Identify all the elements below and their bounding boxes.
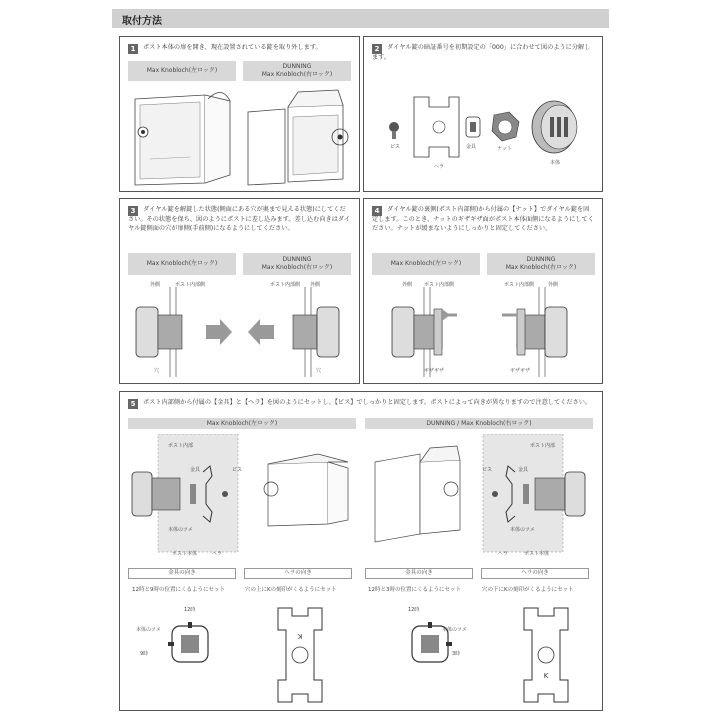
washer-orientation-left-diagram [160,614,220,674]
step-number: 5 [128,399,138,409]
step-4-label-right: DUNNING Max Knobloch(右ロック) [487,253,595,275]
hole-label: 穴 [154,368,160,374]
inside-label: ポスト内部 [530,443,556,449]
outside-label: 外側 [402,282,413,288]
step-3-label-left: Max Knobloch(左ロック) [128,253,236,275]
k-mark: K [297,632,303,640]
step-1-label-left: Max Knobloch(左ロック) [128,61,236,81]
step-1-label-right: DUNNING Max Knobloch(右ロック) [243,61,351,81]
step-3-insert-illustration [128,287,353,377]
washer-label: 金具 [190,467,201,473]
mailbox-left-lock-illustration [130,87,235,187]
inside-label: ポスト内部側 [270,282,301,288]
washer-direction-right: 金具の向き [365,568,473,579]
step-5-right-assembly-illustration [365,434,593,554]
lock-parts-exploded-illustration [374,77,594,187]
section-title-bar [112,9,609,28]
step-3-label-right: DUNNING Max Knobloch(右ロック) [243,253,351,275]
section-title: 取付方法 [122,16,162,27]
note-left-washer: 12時と9時の位置にくるようにセット [132,587,225,593]
outside-label: 外側 [150,282,161,288]
step-4-panel [363,198,603,384]
tab-label: 本体のツメ [442,627,467,633]
three-oclock-label: 3時 [452,651,461,657]
washer-orientation-right-diagram [400,614,460,674]
screw-label: ビス [232,467,243,473]
step-number: 1 [128,44,138,54]
inside-label: ポスト内部側 [504,282,535,288]
note-right-washer: 12時と3時の位置にくるようにセット [368,587,461,593]
hera-label: ヘラ [498,551,509,557]
note-left-hera: 穴の上にKの刻印がくるようにセット [245,587,337,593]
inside-label: ポスト内部 [168,443,194,449]
step-number: 2 [372,44,382,54]
washer-direction-left: 金具の向き [128,568,236,579]
step-5-label-right: DUNNING / Max Knobloch(右ロック) [365,418,593,429]
step-4-label-left: Max Knobloch(左ロック) [372,253,480,275]
tab-label: 本体のツメ [168,527,193,533]
tab-label: 本体のツメ [510,527,535,533]
note-right-hera: 穴の下にKの刻印がくるようにセット [482,587,574,593]
step-2-panel [363,36,603,192]
outside-label: 外側 [548,282,559,288]
hera-direction-right: ヘラの向き [481,568,589,579]
part-body-label: 本体 [550,160,561,166]
hera-orientation-right-diagram [516,600,576,710]
step-3-panel [119,198,360,384]
step-4-header [372,206,594,233]
part-screw-label: ビス [390,144,401,150]
step-3-text: ダイヤル錠を解錠した状態(側面にある穴が奥まで見える状態)にしてください。その状態を保ち、図のようにポストに差し込みます。差し込む向きはダイヤル錠側面の穴が扉側(手前側)になるようにしてください。 [128,206,351,232]
k-mark: K [543,672,549,680]
step-5-panel [119,391,603,711]
step-3-header [128,206,351,233]
step-1-panel [119,36,360,192]
step-2-text: ダイヤル錠の暗証番号を初期設定の「000」に合わせて図のように分解します。 [372,44,591,61]
step-1-header [128,44,351,54]
part-nut-label: ナット [497,146,512,152]
hera-direction-left: ヘラの向き [244,568,352,579]
twelve-oclock-label: 12時 [184,607,196,613]
tab-label: 本体のツメ [136,627,161,633]
serration-label: ギザギザ [424,368,445,374]
washer-label: 金具 [518,467,529,473]
part-washer-label: 金具 [466,144,477,150]
mailbox-right-lock-illustration [243,87,353,187]
step-5-left-assembly-illustration [128,434,356,554]
twelve-oclock-label: 12時 [408,607,420,613]
screw-label: ビス [482,467,493,473]
nine-oclock-label: 9時 [140,651,149,657]
step-5-label-left: Max Knobloch(左ロック) [128,418,356,429]
serration-label: ギザギザ [510,368,531,374]
step-number: 3 [128,206,138,216]
post-body-label: ポスト本体 [172,551,198,557]
inside-label: ポスト内部側 [175,282,206,288]
step-4-text: ダイヤル錠の裏側(ポスト内部側)から付属の【ナット】でダイヤル錠を固定します。このとき、ナットのギザギザ面がポスト本体面側になるようにしてください。ナットが緩まないようにしっかりと固定してください。 [372,206,594,232]
hera-orientation-left-diagram [270,600,330,710]
inside-label: ポスト内部側 [424,282,455,288]
step-number: 4 [372,206,382,216]
post-body-label: ポスト本体 [524,551,550,557]
step-1-text: ポスト本体の扉を開き、現在設置されている錠を取り外します。 [143,44,322,51]
step-5-header [128,399,594,409]
outside-label: 外側 [310,282,321,288]
part-hera-label: ヘラ [434,164,445,170]
step-5-text: ポスト内部側から付属の【金具】と【ヘラ】を図のようにセットし、【ビス】でしっかりと固定します。ポストによって向きが異なりますので注意してください。 [143,399,592,406]
hole-label: 穴 [316,368,322,374]
step-4-nut-illustration [372,287,597,377]
step-2-header [372,44,594,63]
hera-label: ヘラ [212,551,223,557]
